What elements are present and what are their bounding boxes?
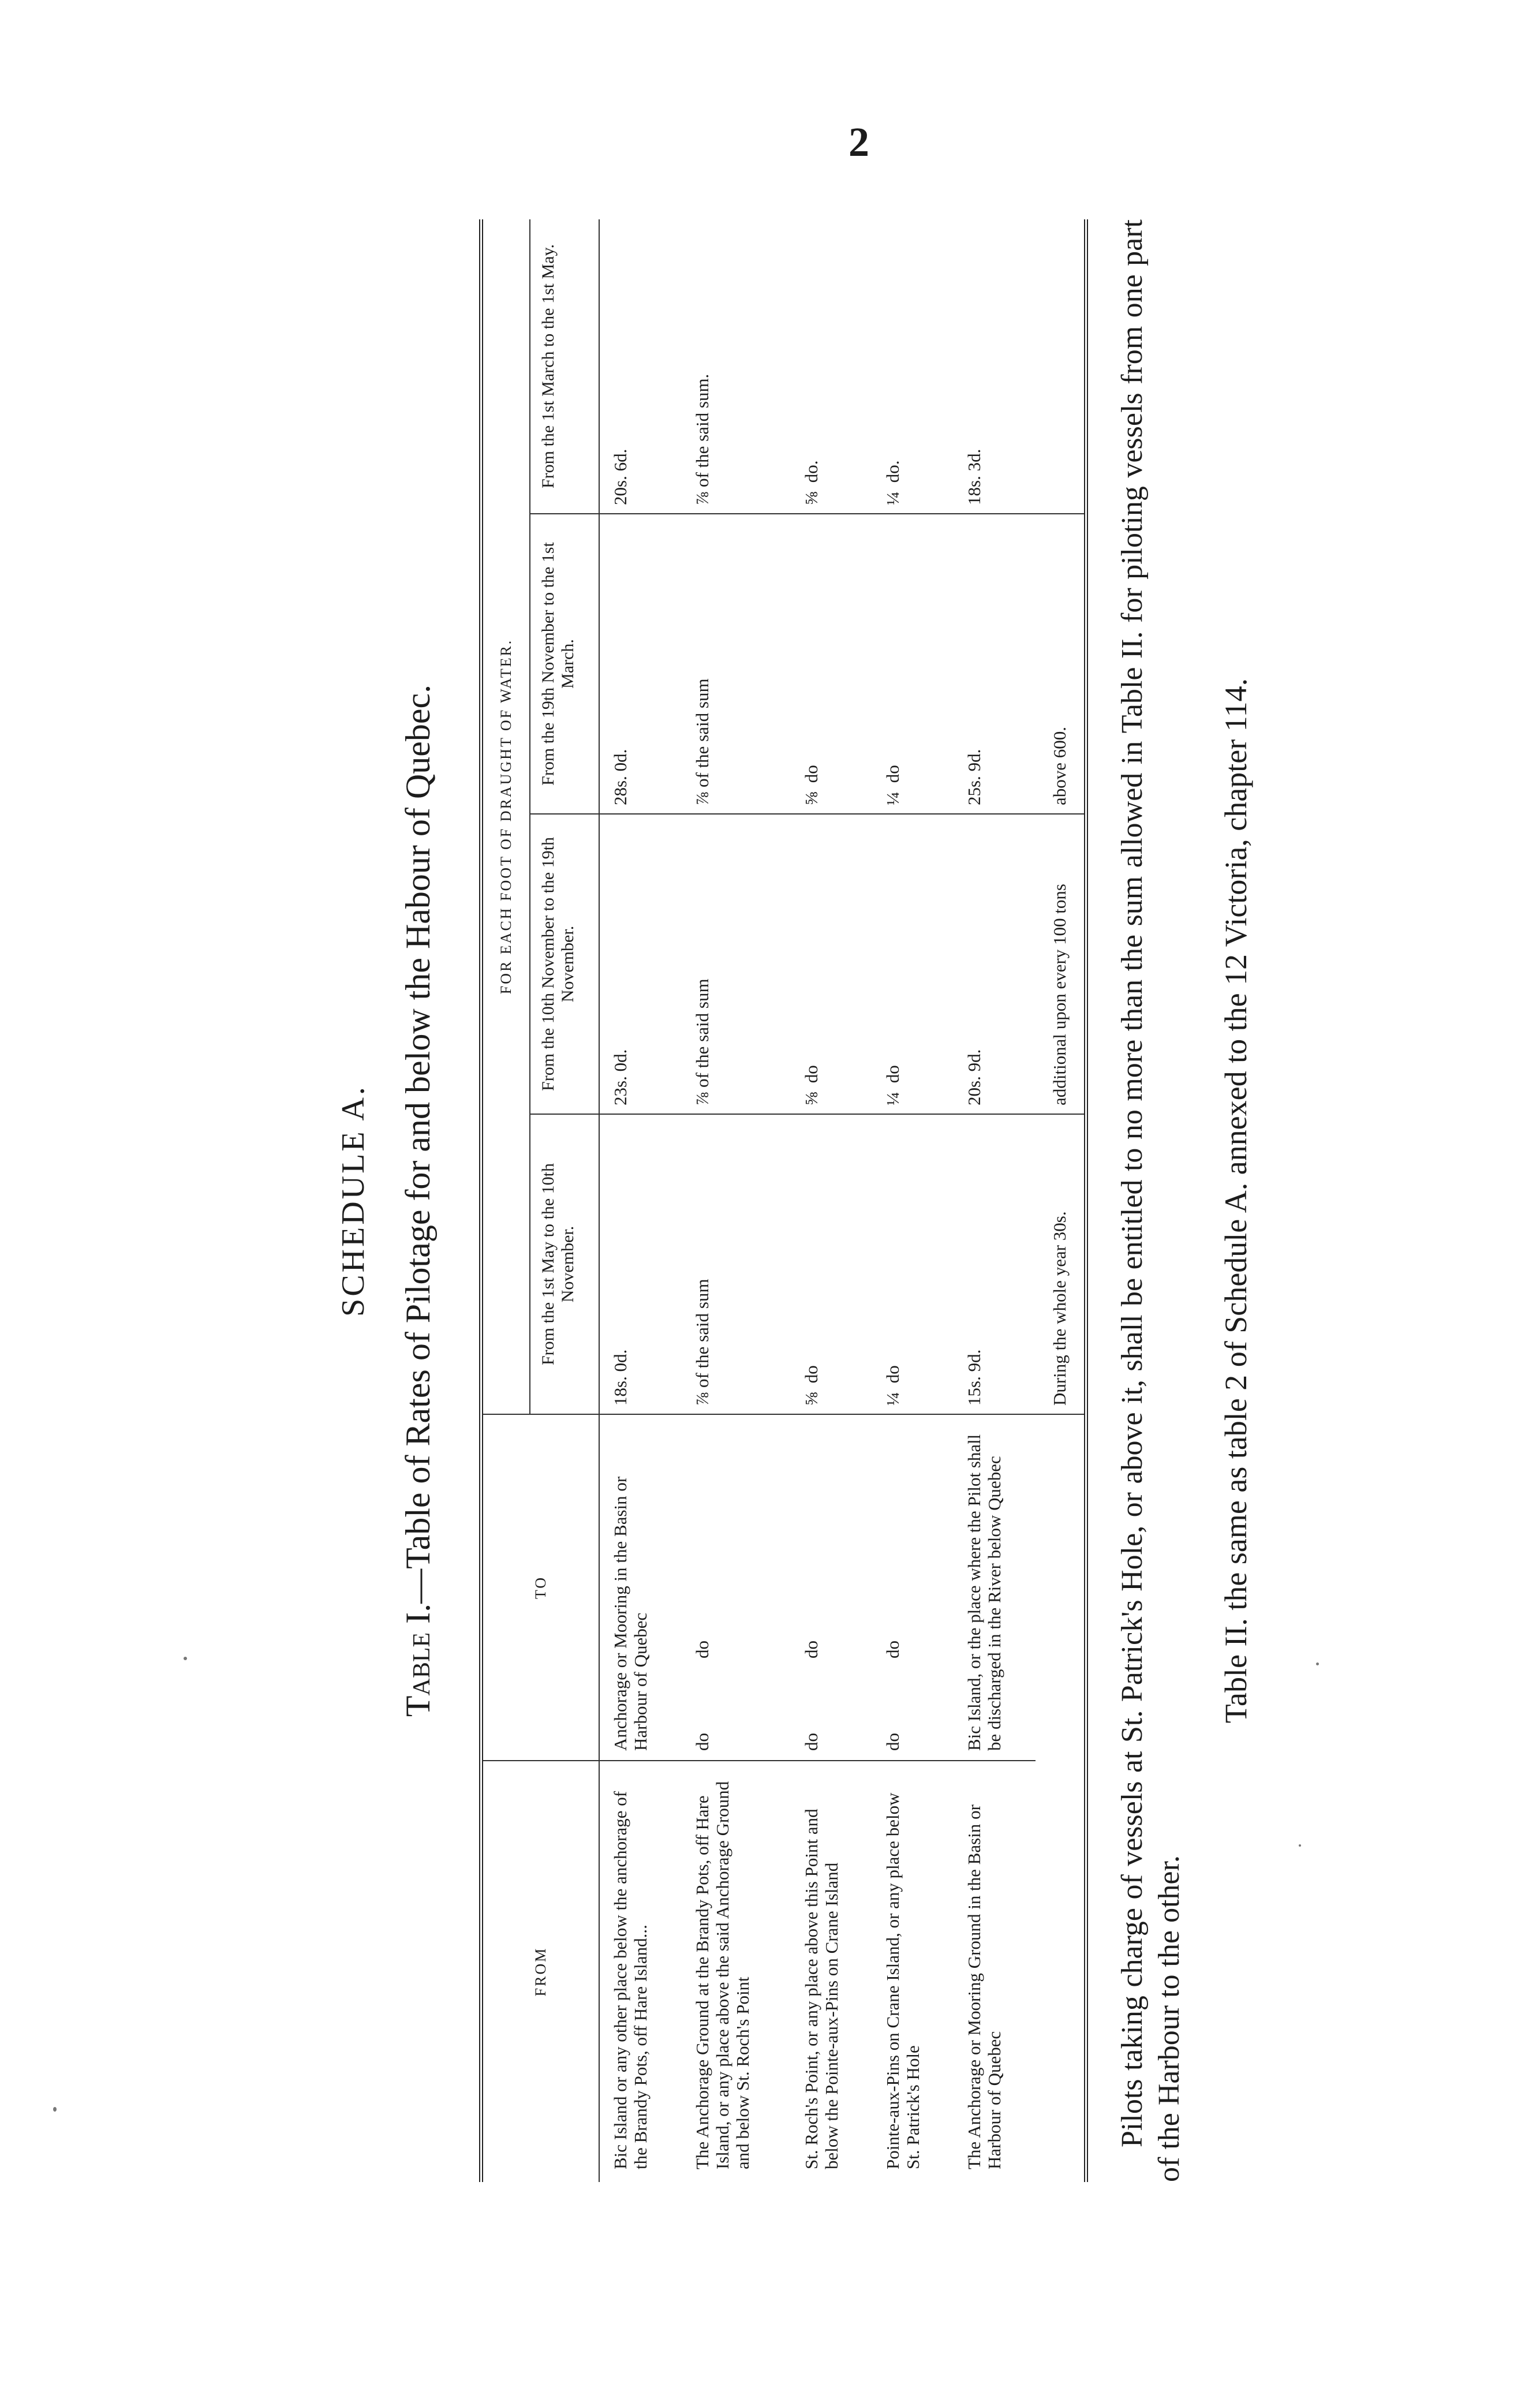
rate-cell: 23s. 0d. (599, 814, 682, 1114)
schedule-title: SCHEDULE A. (335, 1085, 371, 1317)
rate-cell (791, 814, 872, 1114)
rate-cell: 20s. 9d. (954, 814, 1035, 1114)
fraction: ⅝ (801, 1092, 822, 1105)
from-cell: Bic Island or any other place below the anchorage of the Brandy Pots, off Hare Island... (599, 1761, 682, 2182)
from-cell: The Anchorage or Mooring Ground in the Basin or Harbour of Quebec (954, 1761, 1035, 2182)
from-cell: St. Roch's Point, or any place above this Point and below the Pointe-aux-Pins on Crane Island (791, 1761, 872, 2182)
fraction: ¼ (883, 1092, 903, 1105)
to-cell (872, 1414, 954, 1761)
rate-cell: 18s. 3d. (954, 219, 1035, 514)
ditto-mark: do (883, 1365, 903, 1384)
fraction: ⅝ (801, 491, 822, 505)
additional-cell: During the whole year 30s. (1036, 1114, 1086, 1414)
fraction: ¼ (883, 491, 903, 505)
rate-cell (791, 1114, 872, 1414)
fraction: ¼ (883, 791, 903, 805)
ditto-mark: do (883, 765, 903, 783)
scan-speck (1316, 1662, 1319, 1665)
ditto-mark: do (801, 1641, 822, 1658)
fraction: ¼ (883, 1392, 903, 1406)
ditto-mark: do (883, 1065, 903, 1084)
additional-cell: above 600. (1036, 514, 1086, 814)
table-row (599, 219, 682, 2182)
rate-cell: 25s. 9d. (954, 514, 1035, 814)
rate-cell (872, 1114, 954, 1414)
rate-cell: ⅞ of the said sum (682, 514, 791, 814)
ditto-mark: do (801, 1733, 822, 1751)
pilots-note: Pilots taking charge of vessels at St. Patrick's Hole, or above it, shall be entitled to no more than the sum allowed in Table II. for piloting vessels from one part of the Harbour to the other. (1116, 219, 1186, 2182)
table-caption-prefix: Table I. (399, 1603, 437, 1717)
rate-cell: ⅞ of the said sum (682, 814, 791, 1114)
header-to: TO (481, 1414, 600, 1761)
ditto-mark: do (883, 1733, 903, 1751)
rate-cell: 20s. 6d. (599, 219, 682, 514)
additional-cell: additional upon every 100 tons (1036, 814, 1086, 1114)
fraction: ⅝ (801, 791, 822, 805)
table-row (954, 219, 1035, 2182)
scan-speck (53, 2107, 57, 2112)
rate-cell (872, 814, 954, 1114)
ditto-mark: do (801, 1065, 822, 1084)
scan-speck (184, 1657, 187, 1660)
table-row (791, 219, 872, 2182)
rotated-page-content (335, 219, 1316, 2182)
ditto-mark: do (883, 1641, 903, 1658)
table-row (682, 219, 791, 2182)
rate-cell: ⅞ of the said sum (682, 1114, 791, 1414)
scan-speck (1299, 1844, 1301, 1847)
to-cell: Anchorage or Mooring in the Basin or Harbour of Quebec (599, 1414, 682, 1761)
to-cell: Bic Island, or the place where the Pilot shall be discharged in the River below Quebec (954, 1414, 1035, 1761)
rate-cell: 18s. 0d. (599, 1114, 682, 1414)
table-caption-text: —Table of Rates of Pilotage for and below the Habour of Quebec. (399, 684, 437, 1604)
rate-cell (791, 219, 872, 514)
to-cell (682, 1414, 791, 1761)
header-period-2: From the 10th November to the 19th November. (530, 814, 599, 1114)
rate-cell (872, 514, 954, 814)
page-number: 2 (849, 119, 869, 165)
rate-cell: 15s. 9d. (954, 1114, 1035, 1414)
ditto-mark: do. (801, 460, 822, 483)
rate-cell: ⅞ of the said sum. (682, 219, 791, 514)
header-draught: FOR EACH FOOT OF DRAUGHT OF WATER. (481, 219, 530, 1414)
ditto-mark: do (801, 1365, 822, 1384)
rate-cell (872, 219, 954, 514)
to-cell (791, 1414, 872, 1761)
table-row-additional (1036, 219, 1086, 2182)
header-from: FROM (481, 1761, 600, 2182)
ditto-mark: do (691, 1641, 712, 1658)
pilotage-rates-table (479, 219, 1088, 2182)
table-caption (398, 219, 438, 2182)
fraction: ⅝ (801, 1392, 822, 1406)
header-period-3: From the 19th November to the 1st March. (530, 514, 599, 814)
rate-cell: 28s. 0d. (599, 514, 682, 814)
table-two-note: Table II. the same as table 2 of Schedule A. annexed to the 12 Victoria, chapter 114. (1218, 678, 1253, 1724)
from-cell: Pointe-aux-Pins on Crane Island, or any place below St. Patrick's Hole (872, 1761, 954, 2182)
ditto-mark: do (691, 1733, 712, 1751)
ditto-mark: do (801, 765, 822, 783)
rate-cell (791, 514, 872, 814)
header-period-1: From the 1st May to the 10th November. (530, 1114, 599, 1414)
table-row (872, 219, 954, 2182)
ditto-mark: do. (883, 460, 903, 483)
header-period-4: From the 1st March to the 1st May. (530, 219, 599, 514)
from-cell: The Anchorage Ground at the Brandy Pots, off Hare Island, or any place above the said Anchorage Ground and below St. Roch's Point (682, 1761, 791, 2182)
